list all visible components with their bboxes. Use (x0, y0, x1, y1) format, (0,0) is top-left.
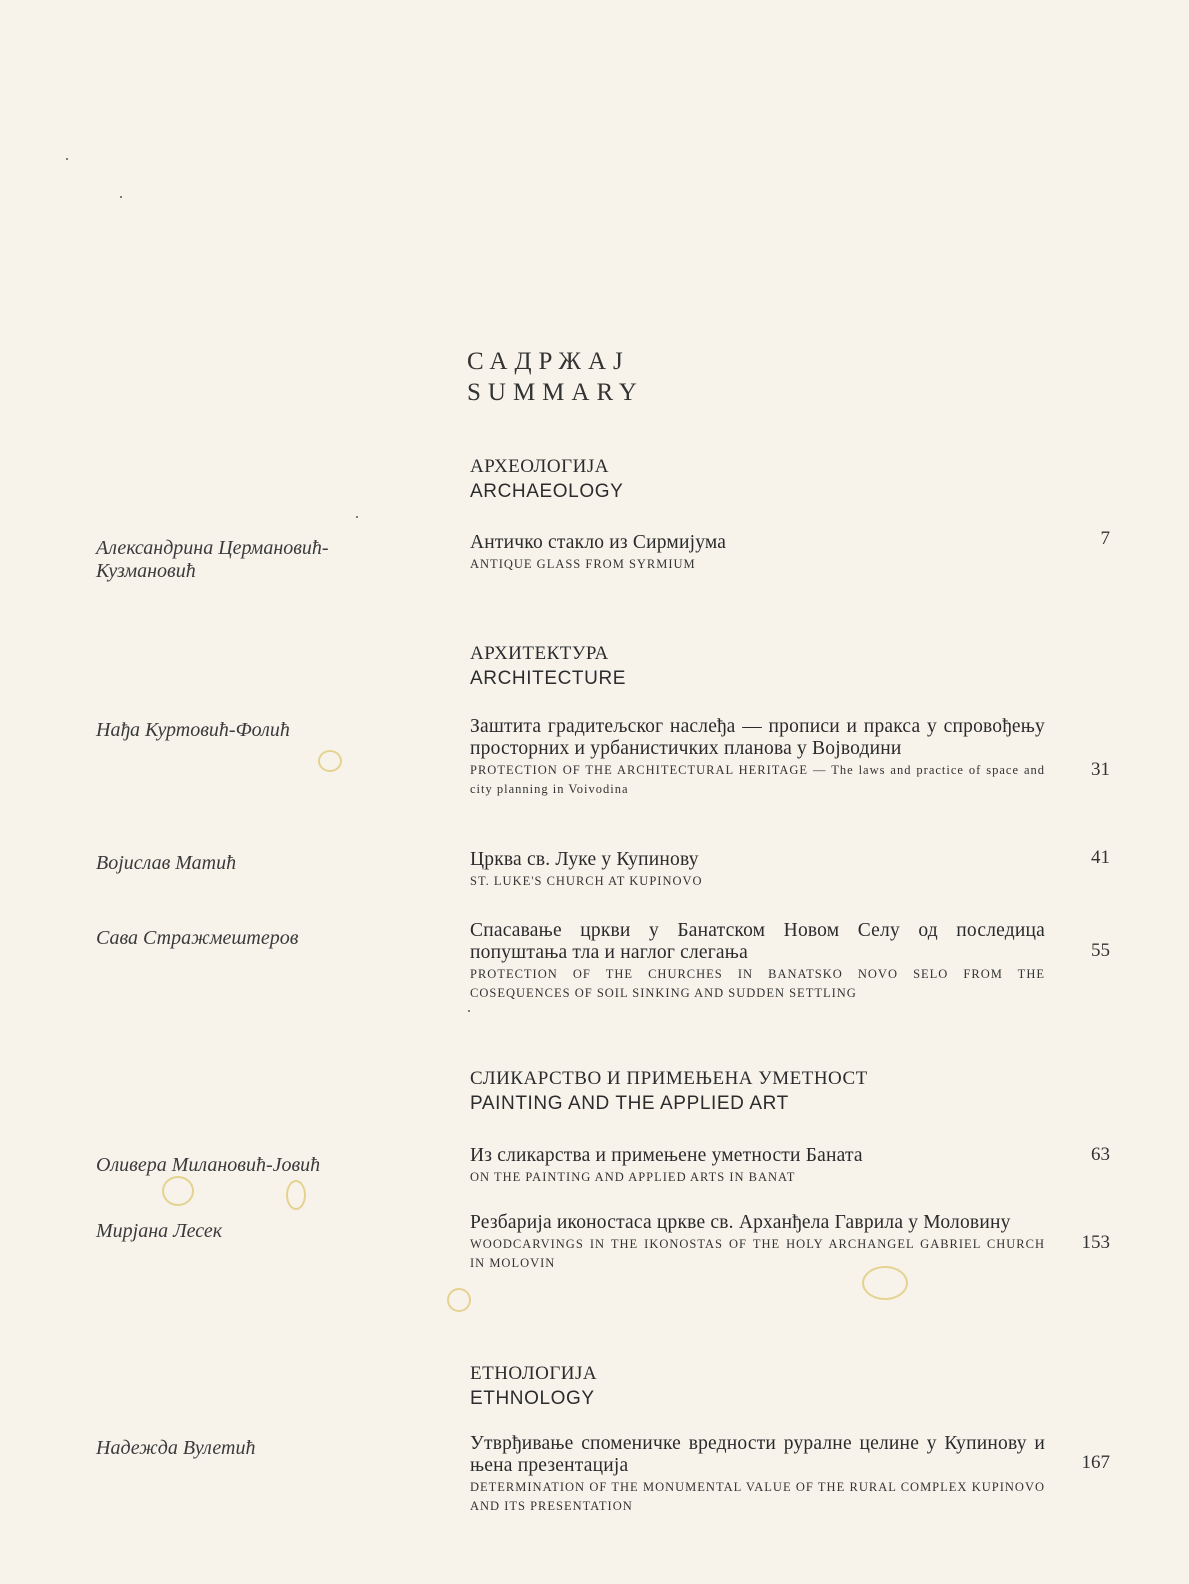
section-heading-archaeology (470, 454, 623, 505)
entry-page-number: 41 (1091, 847, 1110, 868)
section-heading-architecture (470, 641, 626, 692)
section-title-latin: PAINTING AND THE APPLIED ART (470, 1093, 789, 1114)
entry-author: Војислав Матић (96, 852, 237, 874)
toc-entry[interactable] (470, 1145, 1045, 1187)
speck-mark (468, 1010, 470, 1012)
section-heading-painting (470, 1066, 868, 1117)
section-title-cyrillic: АРХИТЕКТУРА (470, 643, 609, 664)
toc-heading (467, 346, 644, 408)
entry-title-serbian: Античко стакло из Сирмијума (470, 532, 727, 553)
entry-title-serbian: Утврђивање споменичке вредности руралне целине у Купинову и њена презентација (470, 1433, 1045, 1476)
entry-title-serbian: Резбарија иконостаса цркве св. Арханђела Гаврила у Моловину (470, 1212, 1011, 1233)
section-title-latin: ETHNOLOGY (470, 1388, 595, 1409)
heading-cyrillic: САДРЖАЈ (467, 348, 630, 375)
entry-page-number: 7 (1100, 528, 1110, 549)
entry-page-number: 63 (1091, 1144, 1110, 1165)
entry-page-number: 31 (1091, 759, 1110, 780)
entry-title-english: DETERMINATION OF THE MONUMENTAL VALUE OF THE RURAL COMPLEX KUPINOVO AND ITS PRESENTATION (470, 1480, 1045, 1513)
entry-title-english: PROTECTION OF THE CHURCHES IN BANATSKO NOVO SELO FROM THE COSEQUENCES OF SOIL SINKING AND SUDDEN SETTLING (470, 967, 1045, 1000)
entry-page-number: 55 (1091, 940, 1110, 961)
section-title-latin: ARCHAEOLOGY (470, 481, 624, 502)
section-title-cyrillic: АРХЕОЛОГИЈА (470, 456, 609, 477)
heading-latin: SUMMARY (467, 379, 644, 406)
entry-title-serbian: Из сликарства и примењене уметности Баната (470, 1145, 863, 1166)
section-title-cyrillic: ЕТНОЛОГИЈА (470, 1363, 598, 1384)
toc-entry[interactable] (470, 716, 1045, 799)
entry-title-serbian: Спасавање цркви у Банатском Новом Селу од последица попуштања тла и наглог слегања (470, 920, 1045, 963)
entry-author: Александрина Цермановић-Кузмановић (96, 537, 329, 582)
entry-page-number: 153 (1081, 1232, 1110, 1253)
section-title-cyrillic: СЛИКАРСТВО И ПРИМЕЊЕНА УМЕТНОСТ (470, 1068, 868, 1089)
entry-author: Нађа Куртовић-Фолић (96, 719, 290, 741)
entry-title-english: ANTIQUE GLASS FROM SYRMIUM (470, 557, 696, 571)
toc-entry[interactable] (470, 1212, 1045, 1273)
entry-title-serbian: Заштита градитељског наслеђа — прописи и пракса у спровођењу просторних и урбанистичких планова у Војводини (470, 716, 1045, 759)
toc-entry[interactable] (470, 849, 1045, 891)
entry-title-english: ON THE PAINTING AND APPLIED ARTS IN BANAT (470, 1170, 796, 1184)
toc-entry[interactable] (470, 532, 1045, 574)
entry-title-english: WOODCARVINGS IN THE IKONOSTAS OF THE HOLY ARCHANGEL GABRIEL CHURCH IN MOLOVIN (470, 1237, 1045, 1270)
toc-entry[interactable] (470, 920, 1045, 1003)
entry-author: Сава Стражмештеров (96, 927, 299, 949)
entry-author: Мирјана Лесек (96, 1220, 223, 1242)
speck-mark (120, 196, 122, 198)
entry-page-number: 167 (1081, 1452, 1110, 1473)
toc-entry[interactable] (470, 1433, 1045, 1516)
entry-title-english: ST. LUKE'S CHURCH AT KUPINOVO (470, 874, 703, 888)
section-title-latin: ARCHITECTURE (470, 668, 627, 689)
stain-mark (162, 1176, 194, 1206)
entry-title-serbian: Црква св. Луке у Купинову (470, 849, 699, 870)
stain-mark (447, 1288, 471, 1312)
entry-title-english: PROTECTION OF THE ARCHITECTURAL HERITAGE — The laws and practice of space and city planning in Voivodina (470, 763, 1045, 796)
stain-mark (318, 750, 342, 772)
entry-author: Надежда Вулетић (96, 1437, 256, 1459)
stain-mark (286, 1180, 306, 1210)
section-heading-ethnology (470, 1361, 597, 1412)
speck-mark (66, 158, 68, 160)
entry-author: Оливера Милановић-Јовић (96, 1154, 321, 1176)
speck-mark (356, 516, 358, 518)
